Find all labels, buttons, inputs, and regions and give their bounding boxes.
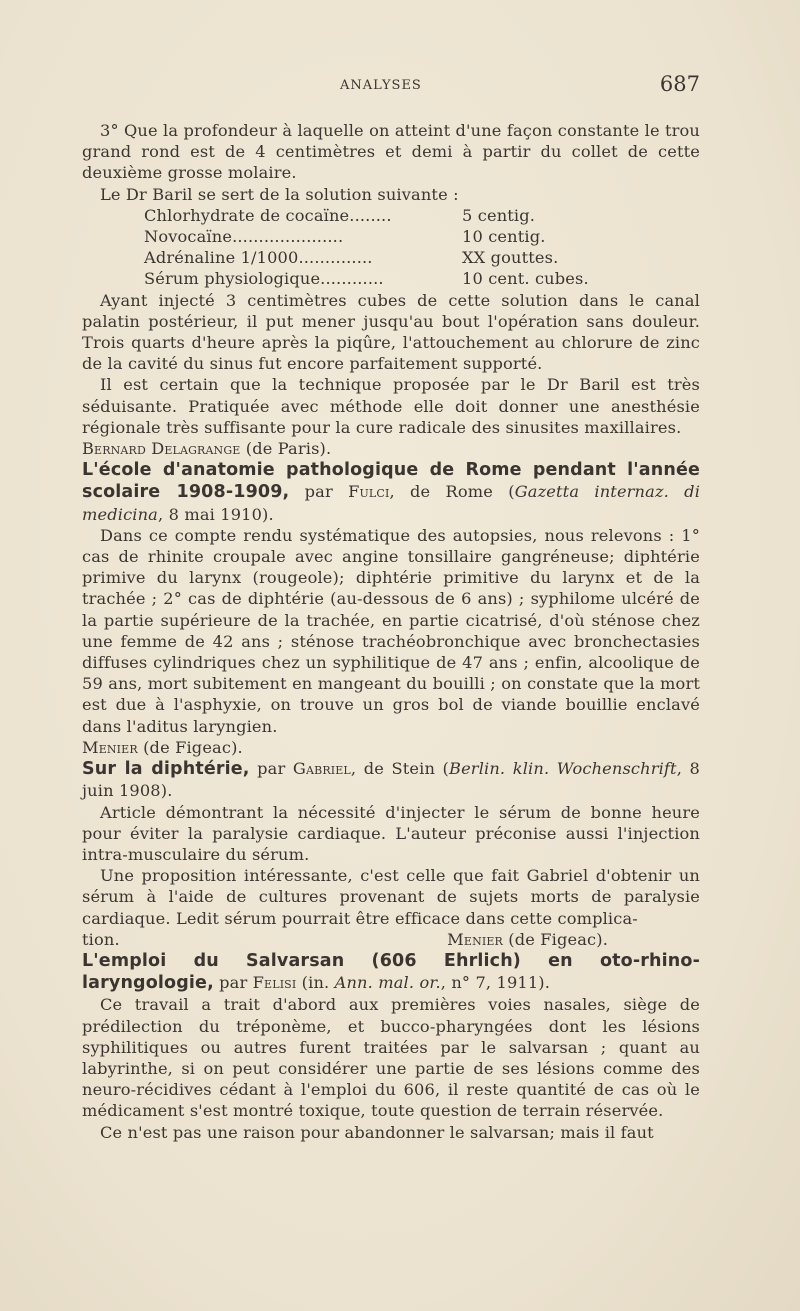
solution-row	[144, 226, 640, 247]
solution-amount: XX gouttes.	[462, 248, 559, 268]
leader-dots: ............	[320, 269, 384, 289]
leader-dots: ........	[349, 205, 392, 225]
article-body: Article démontrant la nécessité d'injecter le sérum de bonne heure pour éviter la paralysie cardiaque. L'auteur préconise aussi l'injection intra-musculaire du sérum.	[82, 802, 700, 864]
article-journal: Gazetta internaz. di medicina	[82, 482, 701, 524]
article-by: par	[257, 759, 286, 779]
article-heading-salvarsan	[82, 950, 700, 994]
article-source-sep: (in.	[296, 973, 335, 993]
signature-menier	[82, 737, 700, 758]
article-body: Une proposition intéressante, c'est celle que fait Gabriel d'obtenir un sérum à l'aide de cultures provenant de sujets morts de paralysie cardiaque. Ledit sérum pourrait être efficace dans cette complica-	[82, 866, 700, 928]
author-place: (de Paris).	[245, 439, 332, 459]
article-title: L'école d'anatomie pathologique de Rome pendant l'année scolaire 1908-1909,	[82, 460, 700, 503]
solution-ingredient: Chlorhydrate de cocaïne	[144, 205, 350, 225]
solution-list	[82, 205, 700, 290]
article-heading-rome	[82, 459, 700, 525]
solution-row	[144, 268, 640, 289]
article-journal: Berlin. klin. Wochenschrift	[449, 759, 677, 779]
article-title: Sur la diphtérie,	[82, 759, 250, 780]
solution-ingredient: Sérum physiologique	[144, 269, 321, 289]
article-body: Ce n'est pas une raison pour abandonner le salvarsan; mais il faut	[100, 1122, 654, 1142]
leader-dots: ..............	[298, 248, 373, 268]
solution-amount: 10 cent. cubes.	[462, 269, 589, 289]
article-heading-diphteria	[82, 758, 700, 801]
article-by: par	[304, 482, 333, 502]
article-date: , n° 7, 1911).	[440, 973, 551, 993]
article-by: par	[219, 973, 248, 993]
paragraph-solution-intro: Le Dr Baril se sert de la solution suivante :	[100, 184, 459, 204]
article-date: , 8 juin 1908).	[82, 759, 700, 801]
paragraph-conclusion: Il est certain que la technique proposée par le Dr Baril est très séduisante. Pratiquée avec méthode elle doit donner une anesthésie régionale très suffisante pour la cure radicale des sinusites maxillaires.	[82, 375, 700, 437]
leader-dots: .....................	[232, 227, 344, 247]
paragraph-end: tion.	[82, 929, 120, 949]
article-body: Ce travail a trait d'abord aux premières voies nasales, siège de prédilection du tréponème, et bucco-pharyngées dont les lésions syphilitiques ou autres furent traitées par le salvarsan ; quant au labyrinthe, si on peut considérer une partie de ses lésions comme des neuro-récidives cédant à l'emploi du 606, il reste quantité de cas où le médicament s'est montré toxique, toute question de terrain réservée.	[82, 995, 700, 1121]
solution-row	[144, 247, 640, 268]
article-source-sep: , de Rome (	[389, 482, 515, 502]
article-source-sep: , de Stein (	[350, 759, 450, 779]
article-title: L'emploi du Salvarsan (606 Ehrlich) en oto-rhino-laryngologie,	[82, 950, 700, 994]
article-author: Gabriel	[292, 759, 351, 779]
author-name: Menier	[82, 737, 138, 757]
solution-amount: 10 centig.	[462, 227, 546, 247]
article-body: Dans ce compte rendu systématique des autopsies, nous relevons : 1° cas de rhinite croupale avec angine tonsillaire gangréneuse; diphtérie primive du larynx (rougeole); diphtérie primitive du larynx et de la trachée ; 2° cas de diphtérie (au-dessous de 6 ans) ; syphilome ulcéré de la partie supérieure de la trachée, en partie cicatrisé, d'où sténose chez une femme de 42 ans ; sténose trachéobronchique avec bronchectasies diffuses cylindriques chez un syphilitique de 47 ans ; enfin, alcoolique de 59 ans, mort subitement en mangeant du bouilli ; on constate que la mort est due à l'asphyxie, on trouve un gros bol de viande bouillie enclavé dans l'aditus laryngien.	[82, 525, 700, 736]
solution-ingredient: Novocaïne	[144, 227, 233, 247]
page-content	[82, 120, 700, 1143]
signature-menier	[82, 929, 700, 950]
solution-row	[144, 205, 640, 226]
signature-delagrange	[82, 438, 700, 459]
article-author: Fulci	[348, 482, 390, 502]
article-journal: Ann. mal. or.	[334, 973, 441, 993]
article-author: Felisi	[252, 973, 297, 993]
author-place: (de Figeac).	[508, 929, 608, 949]
author-place: (de Figeac).	[143, 737, 243, 757]
solution-amount: 5 centig.	[462, 205, 536, 225]
author-name: Bernard Delagrange	[82, 439, 241, 459]
page-header	[82, 72, 700, 102]
running-head: ANALYSES	[340, 78, 422, 93]
solution-ingredient: Adrénaline 1/1000	[144, 248, 299, 268]
paragraph-depth: 3° Que la profondeur à laquelle on atteint d'une façon constante le trou grand rond est de 4 centimètres et demi à partir du collet de cette deuxième grosse molaire.	[82, 121, 700, 183]
paragraph-injection: Ayant injecté 3 centimètres cubes de cette solution dans le canal palatin postérieur, il put mener jusqu'au bout l'opération sans douleur. Trois quarts d'heure après la piqûre, l'attouchement au chlorure de zinc de la cavité du sinus fut encore parfaitement supporté.	[82, 290, 700, 374]
page-number: 687	[659, 72, 700, 96]
article-date: , 8 mai 1910).	[158, 504, 274, 524]
author-name: Menier	[447, 929, 503, 949]
